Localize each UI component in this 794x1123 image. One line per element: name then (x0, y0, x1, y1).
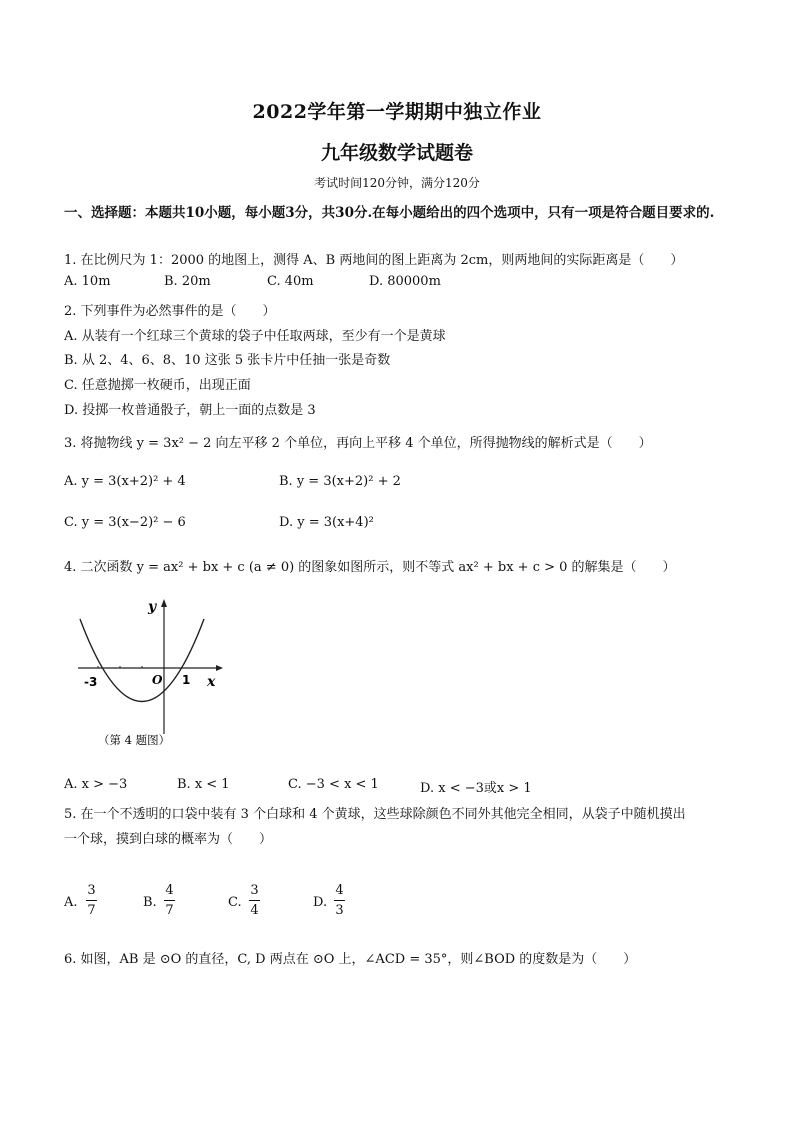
x-axis-arrow (216, 665, 223, 671)
fraction-denominator: 7 (165, 903, 174, 918)
y-axis-arrow (161, 599, 167, 607)
section-instruction: 一、选择题：本题共10小题，每小题3分，共30分.在每小题给出的四个选项中，只有一项是符合题目要求的. (64, 205, 715, 221)
x-axis-label: x (207, 674, 216, 690)
fraction-numerator: 4 (335, 883, 344, 898)
q2-option-b: B. 从 2、4、6、8、10 这张 5 张卡片中任抽一张是奇数 (64, 353, 391, 368)
parabola-graph (70, 594, 230, 754)
fraction-bar (249, 900, 260, 901)
q5-option-d-fraction (334, 883, 345, 918)
q4-figure (70, 594, 230, 758)
root-label-right: 1 (182, 673, 191, 687)
question-6-stem: 6. 如图，AB 是 ⊙O 的直径，C, D 两点在 ⊙O 上，∠ACD = 35°，则∠BOD 的度数是为（ ） (64, 952, 637, 967)
fraction-denominator: 3 (335, 903, 344, 918)
question-3-stem: 3. 将抛物线 y = 3x² − 2 向左平移 2 个单位，再向上平移 4 个单位，所得抛物线的解析式是（ ） (64, 436, 652, 451)
q5-option-c-letter: C. (228, 895, 242, 910)
fraction-denominator: 7 (87, 903, 96, 918)
figure-caption: （第 4 题图） (98, 733, 171, 747)
q4-option-b: B. x < 1 (177, 777, 230, 792)
origin-label: O (152, 673, 163, 687)
exam-title: 2022学年第一学期期中独立作业 (252, 101, 542, 123)
q4-option-d: D. x < −3或x > 1 (420, 781, 532, 796)
q4-option-a: A. x > −3 (64, 777, 128, 792)
q5-option-a-letter: A. (64, 895, 78, 910)
q3-option-b: B. y = 3(x+2)² + 2 (279, 474, 401, 489)
fraction-denominator: 4 (250, 903, 259, 918)
fraction-bar (86, 900, 97, 901)
q5-option-b-letter: B. (143, 895, 157, 910)
q1-option-d: D. 80000m (369, 274, 441, 289)
q2-option-d: D. 投掷一枚普通骰子，朝上一面的点数是 3 (64, 403, 316, 418)
fraction-numerator: 3 (87, 883, 96, 898)
exam-subtitle: 九年级数学试题卷 (320, 142, 473, 164)
question-5-stem-line2: 一个球，摸到白球的概率为（ ） (64, 832, 273, 847)
q1-option-c: C. 40m (267, 274, 314, 289)
fraction-numerator: 4 (165, 883, 174, 898)
question-4-stem: 4. 二次函数 y = ax² + bx + c (a ≠ 0) 的图象如图所示，则不等式 ax² + bx + c > 0 的解集是（ ） (64, 560, 676, 575)
parabola-curve (80, 619, 204, 702)
q3-option-c: C. y = 3(x−2)² − 6 (64, 515, 186, 530)
q2-option-c: C. 任意抛掷一枚硬币，出现正面 (64, 378, 251, 393)
q4-option-c: C. −3 < x < 1 (288, 777, 379, 792)
q1-option-b: B. 20m (164, 274, 211, 289)
fraction-bar (334, 900, 345, 901)
question-2-stem: 2. 下列事件为必然事件的是（ ） (64, 304, 276, 319)
q5-option-a-fraction (86, 883, 97, 918)
root-label-left: -3 (84, 675, 98, 689)
q5-option-d-letter: D. (313, 895, 328, 910)
q2-option-a: A. 从装有一个红球三个黄球的袋子中任取两球，至少有一个是黄球 (64, 329, 446, 344)
q3-option-a: A. y = 3(x+2)² + 4 (64, 474, 186, 489)
fraction-numerator: 3 (250, 883, 259, 898)
q5-option-b-fraction (164, 883, 175, 918)
q3-option-d: D. y = 3(x+4)² (279, 515, 374, 530)
question-1-stem: 1. 在比例尺为 1：2000 的地图上，测得 A、B 两地间的图上距离为 2cm，则两地间的实际距离是（ ） (64, 253, 684, 268)
q1-option-a: A. 10m (64, 274, 111, 289)
exam-info: 考试时间120分钟，满分120分 (314, 176, 480, 190)
q5-option-c-fraction (249, 883, 260, 918)
fraction-bar (164, 900, 175, 901)
question-5-stem-line1: 5. 在一个不透明的口袋中装有 3 个白球和 4 个黄球，这些球除颜色不同外其他完全相同，从袋子中随机摸出 (64, 807, 686, 822)
y-axis-label: y (148, 599, 157, 615)
